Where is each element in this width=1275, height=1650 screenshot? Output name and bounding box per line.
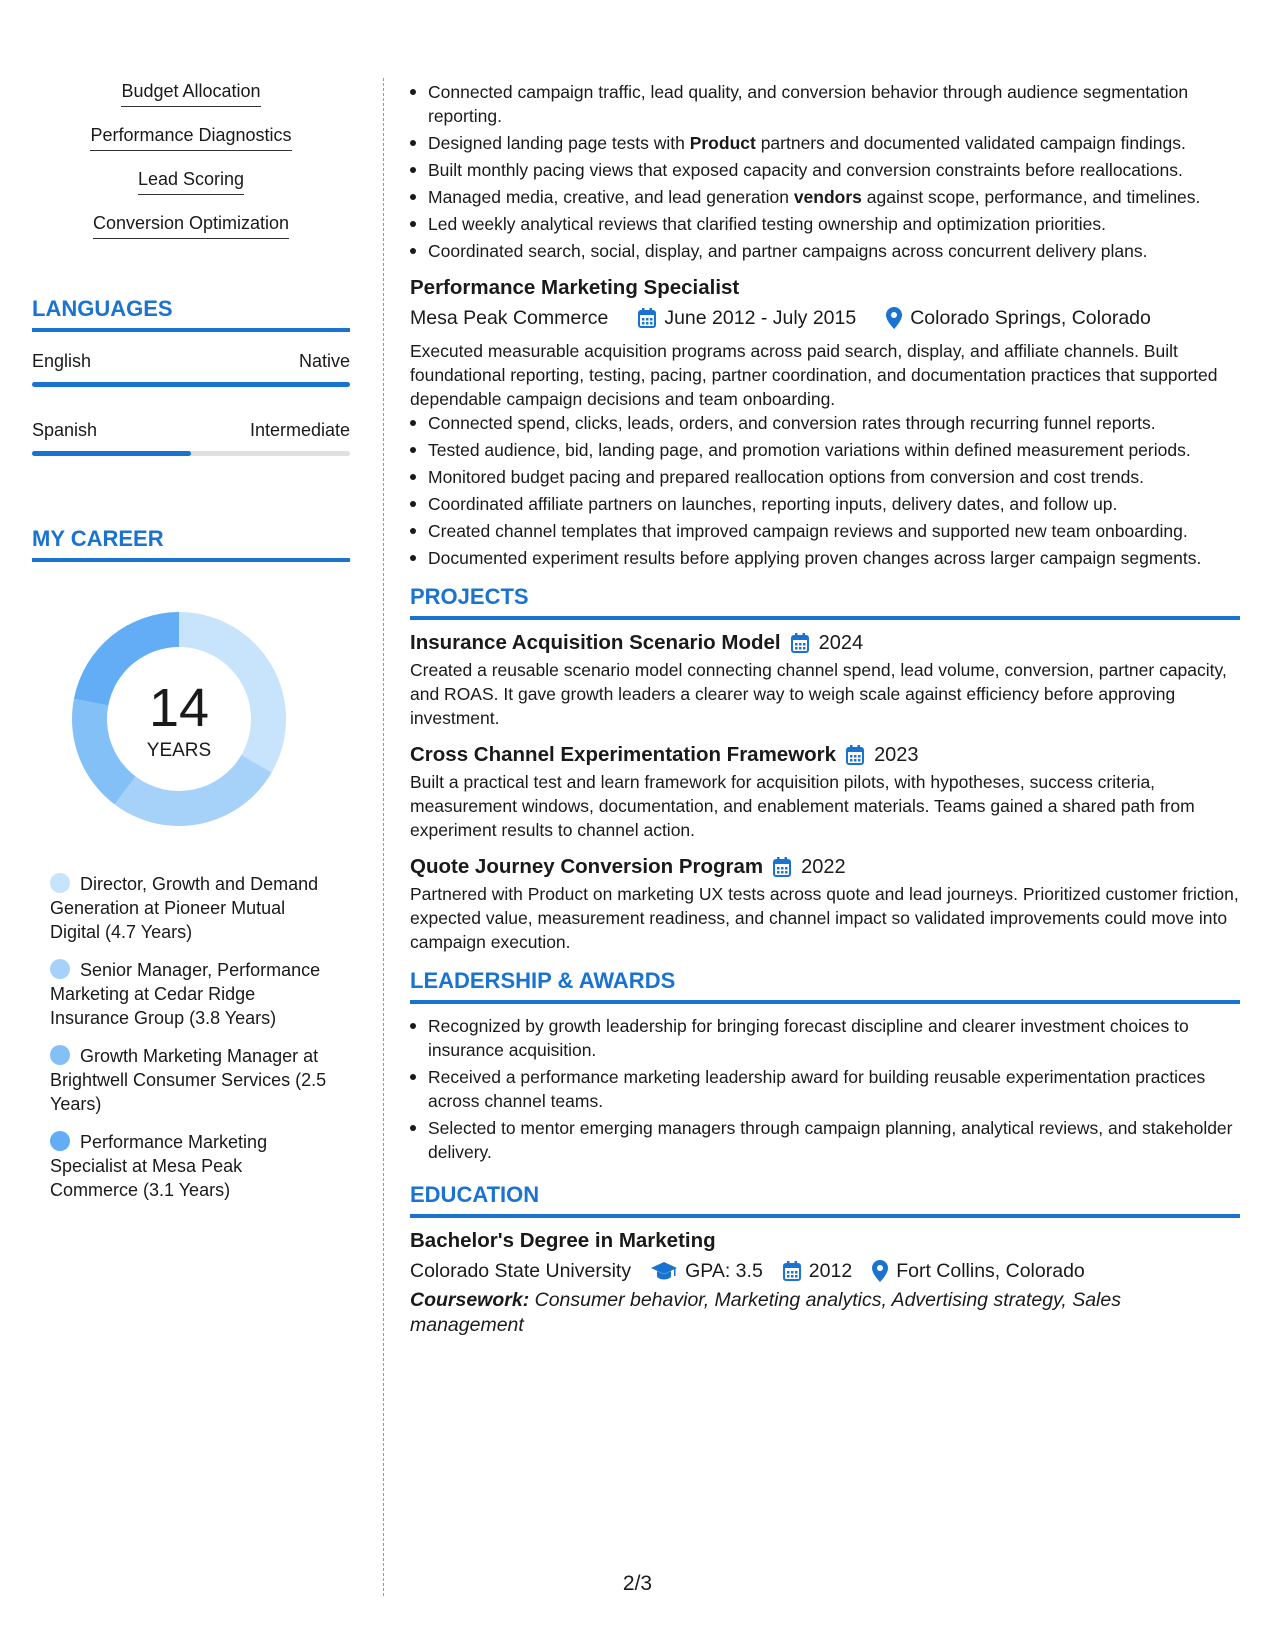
career-legend-item (50, 872, 328, 944)
column-divider (383, 78, 384, 1596)
page-number: 2/3 (622, 1572, 653, 1595)
bullet-item: Created channel templates that improved campaign reviews and supported new team onboarding. (428, 519, 1240, 543)
award-item: Recognized by growth leadership for bringing forecast discipline and clearer investment choices to insurance acquisition. (428, 1014, 1240, 1062)
project-description: Created a reusable scenario model connecting channel spend, lead volume, conversion, partner capacity, and ROAS. It gave growth leaders a clearer way to weigh scale against efficiency before approving investment. (410, 660, 1227, 728)
career-legend-text: Senior Manager, Performance Marketing at Cedar Ridge Insurance Group (3.8 Years) (50, 960, 321, 1028)
bullet-item: Managed media, creative, and lead generation vendors against scope, performance, and timelines. (428, 185, 1240, 209)
career-legend (50, 872, 328, 1202)
language-level: Native (298, 351, 350, 371)
project-title (410, 630, 1240, 656)
project-name: Cross Channel Experimentation Framework (410, 743, 837, 766)
calendar-icon (783, 1261, 801, 1281)
career-legend-item (50, 958, 328, 1030)
project-year: 2024 (818, 632, 864, 654)
projects-list (410, 630, 1240, 954)
career-legend-text: Growth Marketing Manager at Brightwell Consumer Services (2.5 Years) (50, 1046, 327, 1114)
career-legend-text: Performance Marketing Specialist at Mesa Peak Commerce (3.1 Years) (50, 1132, 268, 1200)
education-degree: Bachelor's Degree in Marketing (410, 1229, 716, 1252)
project-item (410, 630, 1240, 730)
career-legend-text: Director, Growth and Demand Generation at Pioneer Mutual Digital (4.7 Years) (50, 874, 319, 942)
bullet-item: Designed landing page tests with Product partners and documented validated campaign findings. (428, 131, 1240, 155)
job-summary: Executed measurable acquisition programs across paid search, display, and affiliate channels. Built foundational reporting, testing, pacing, partner coordination, and documentation practices that supported dependable campaign decisions and team onboarding. (410, 341, 1218, 409)
bullet-item: Connected campaign traffic, lead quality, and conversion behavior through audience segmentation reporting. (428, 80, 1240, 128)
language-bar-fill (32, 382, 350, 387)
calendar-icon (773, 857, 791, 877)
project-description: Partnered with Product on marketing UX tests across quote and lead journeys. Prioritized customer friction, expected value, measurement readiness, and channel impact so validated improvements could move into campaign execution. (410, 884, 1239, 952)
location-pin-icon (872, 1260, 888, 1282)
language-bar-fill (32, 451, 191, 456)
skills-list (32, 80, 350, 256)
legend-dot-icon (50, 873, 70, 893)
language-level: Intermediate (249, 420, 350, 440)
skill-item: Budget Allocation (121, 80, 260, 107)
previous-job-bullets (410, 80, 1240, 263)
career-years-label: YEARS (146, 740, 212, 761)
project-year: 2022 (801, 856, 846, 878)
bullet-item: Coordinated affiliate partners on launches, reporting inputs, delivery dates, and follow up. (428, 492, 1240, 516)
award-item: Received a performance marketing leadership award for building reusable experimentation practices across channel teams. (428, 1065, 1240, 1113)
bullet-item: Led weekly analytical reviews that clarified testing ownership and optimization priorities. (428, 212, 1240, 236)
language-name: English (32, 351, 92, 371)
bullet-item: Tested audience, bid, landing page, and promotion variations within defined measurement periods. (428, 438, 1240, 462)
job-meta (410, 305, 1240, 331)
left-column (32, 80, 350, 1216)
legend-dot-icon (50, 959, 70, 979)
legend-dot-icon (50, 1045, 70, 1065)
skill-item: Lead Scoring (138, 168, 244, 195)
projects-heading: PROJECTS (410, 584, 1240, 620)
project-item (410, 854, 1240, 954)
career-legend-item (50, 1130, 328, 1202)
right-column (410, 80, 1240, 1338)
project-item (410, 742, 1240, 842)
leadership-heading: LEADERSHIP & AWARDS (410, 968, 1240, 1004)
career-legend-item (50, 1044, 328, 1116)
language-bar (32, 382, 350, 387)
coursework-text: Consumer behavior, Marketing analytics, Advertising strategy, Sales management (410, 1289, 1121, 1336)
career-total-years: 14 (148, 678, 210, 738)
graduation-cap-icon (651, 1262, 677, 1280)
coursework-label: Coursework: (410, 1289, 530, 1311)
education-school: Colorado State University (410, 1260, 632, 1282)
education-gpa: GPA: 3.5 (685, 1260, 763, 1282)
language-name: Spanish (32, 420, 98, 440)
project-title (410, 742, 1240, 768)
legend-dot-icon (50, 1131, 70, 1151)
languages-heading: LANGUAGES (32, 296, 350, 332)
skill-item: Conversion Optimization (93, 212, 289, 239)
location-pin-icon (886, 307, 902, 329)
education-heading: EDUCATION (410, 1182, 1240, 1218)
calendar-icon (638, 308, 656, 328)
skill-item: Performance Diagnostics (90, 124, 291, 151)
education-meta (410, 1258, 1240, 1284)
language-spanish (32, 419, 350, 456)
education-location: Fort Collins, Colorado (896, 1260, 1085, 1282)
job-location: Colorado Springs, Colorado (910, 307, 1151, 329)
language-bar (32, 451, 350, 456)
project-description: Built a practical test and learn framework for acquisition pilots, with hypotheses, success criteria, measurement windows, documentation, and enablement materials. Teams gained a shared path from experiment results to channel action. (410, 772, 1195, 840)
project-name: Insurance Acquisition Scenario Model (410, 631, 781, 654)
job-bullets (410, 411, 1240, 570)
education-year: 2012 (808, 1260, 853, 1282)
donut-segment (115, 755, 272, 826)
bullet-item: Built monthly pacing views that exposed capacity and conversion constraints before reallocations. (428, 158, 1240, 182)
job-title: Performance Marketing Specialist (410, 276, 740, 299)
bullet-item: Connected spend, clicks, leads, orders, and conversion rates through recurring funnel reports. (428, 411, 1240, 435)
language-english (32, 350, 350, 387)
project-year: 2023 (874, 744, 919, 766)
education-coursework (410, 1288, 1240, 1338)
calendar-icon (846, 745, 864, 765)
leadership-bullets (410, 1014, 1240, 1164)
bullet-item: Monitored budget pacing and prepared reallocation options from conversion and cost trends. (428, 465, 1240, 489)
project-name: Quote Journey Conversion Program (410, 855, 764, 878)
bullet-item: Coordinated search, social, display, and partner campaigns across concurrent delivery plans. (428, 239, 1240, 263)
career-heading: MY CAREER (32, 526, 350, 562)
project-title (410, 854, 1240, 880)
award-item: Selected to mentor emerging managers through campaign planning, analytical reviews, and stakeholder delivery. (428, 1116, 1240, 1164)
calendar-icon (791, 633, 809, 653)
career-donut-chart (66, 606, 292, 832)
job-dates: June 2012 - July 2015 (664, 307, 857, 329)
bullet-item: Documented experiment results before applying proven changes across larger campaign segments. (428, 546, 1240, 570)
job-company: Mesa Peak Commerce (410, 307, 609, 329)
